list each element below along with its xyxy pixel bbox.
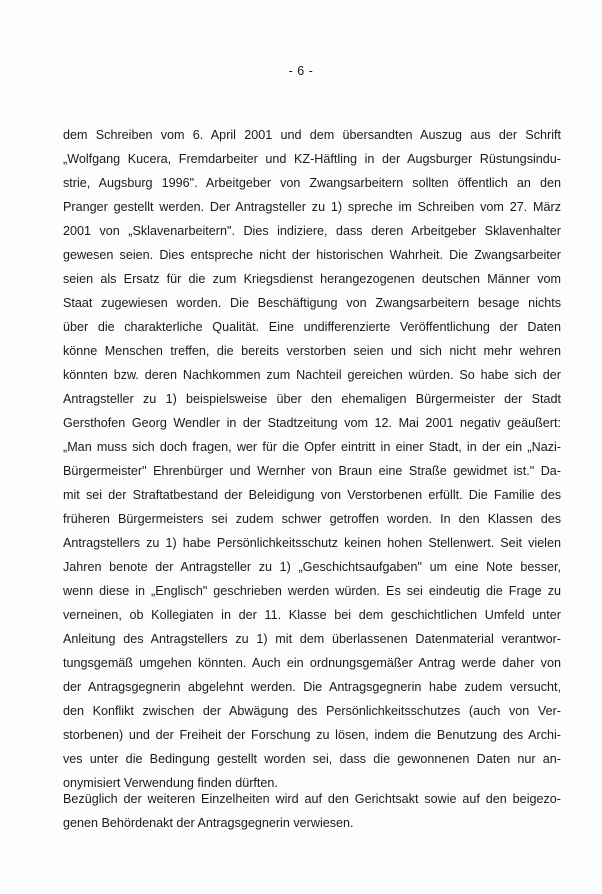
text-line: verneinen, ob Kollegiaten in der 11. Klasse bei dem geschichtlichen Umfeld unter <box>63 608 561 622</box>
text-line: „Wolfgang Kucera, Fremdarbeiter und KZ-Häftling in der Augsburger Rüstungsindu- <box>63 152 561 166</box>
text-line: über die charakterliche Qualität. Eine undifferenzierte Veröffentlichung der Daten <box>63 320 561 334</box>
text-line: könnten bzw. deren Nachkommen zum Nachteil gereichen würden. So habe sich der <box>63 368 561 382</box>
text-line: der Antragsgegnerin abgelehnt werden. Die Antragsgegnerin habe zudem versucht, <box>63 680 561 694</box>
text-line: mit sei der Straftatbestand der Beleidigung von Verstorbenen erfüllt. Die Familie des <box>63 488 561 502</box>
text-line: Jahren benote der Antragsteller zu 1) „Geschichtsaufgaben" um eine Note besser, <box>63 560 561 574</box>
page-number: - 6 - <box>288 64 314 78</box>
text-line: könne Menschen treffen, die bereits verstorben seien und sich nicht mehr wehren <box>63 344 561 358</box>
paragraph-1 <box>63 123 561 795</box>
text-line: wenn diese in „Englisch" geschrieben werden würden. Es sei eindeutig die Frage zu <box>63 584 561 598</box>
text-line: gewesen seien. Dies entspreche nicht der historischen Wahrheit. Die Zwangsarbeiter <box>63 248 561 262</box>
text-line: dem Schreiben vom 6. April 2001 und dem übersandten Auszug aus der Schrift <box>63 128 561 142</box>
text-line: strie, Augsburg 1996". Arbeitgeber von Zwangsarbeitern sollten öffentlich an den <box>63 176 561 190</box>
text-line: onymisiert Verwendung finden dürften. <box>63 776 278 790</box>
text-line: storbenen) und der Freiheit der Forschung zu lösen, indem die Benutzung des Archi- <box>63 728 561 742</box>
text-line: tungsgemäß umgehen könnten. Auch ein ordnungsgemäßer Antrag werde daher von <box>63 656 561 670</box>
text-line: Gersthofen Georg Wendler in der Stadtzeitung vom 12. Mai 2001 negativ geäußert: <box>63 416 561 430</box>
text-line: früheren Bürgermeisters sei zudem schwer getroffen worden. In den Klassen des <box>63 512 561 526</box>
text-line: den Konflikt zwischen der Abwägung des Persönlichkeitsschutzes (auch von Ver- <box>63 704 561 718</box>
text-line: „Man muss sich doch fragen, wer für die Opfer eintritt in einer Stadt, in der ein „Nazi- <box>63 440 561 454</box>
text-line: Antragsteller zu 1) beispielsweise über den ehemaligen Bürgermeister der Stadt <box>63 392 561 406</box>
text-line: ves unter die Bedingung gestellt worden sei, dass die gewonnenen Daten nur an- <box>63 752 561 766</box>
text-line: Bürgermeister" Ehrenbürger und Wernher von Braun eine Straße gewidmet ist." Da- <box>63 464 561 478</box>
text-line: Pranger gestellt werden. Der Antragsteller zu 1) spreche im Schreiben vom 27. März <box>63 200 561 214</box>
text-line: Staat zugewiesen worden. Die Beschäftigung von Zwangsarbeitern besage nichts <box>63 296 561 310</box>
text-line: Anleitung des Antragstellers zu 1) mit dem überlassenen Datenmaterial verantwor- <box>63 632 561 646</box>
text-line: Antragstellers zu 1) habe Persönlichkeitsschutz keinen hohen Stellenwert. Seit vielen <box>63 536 561 550</box>
text-line: 2001 von „Sklavenarbeitern". Dies indiziere, dass deren Arbeitgeber Sklavenhalter <box>63 224 561 238</box>
paragraph-2 <box>63 787 561 835</box>
text-line: seien als Ersatz für die zum Kriegsdienst herangezogenen deutschen Männer vom <box>63 272 561 286</box>
text-line: Bezüglich der weiteren Einzelheiten wird auf den Gerichtsakt sowie auf den beigezo- <box>63 792 561 806</box>
text-line: genen Behördenakt der Antragsgegnerin verwiesen. <box>63 816 354 830</box>
